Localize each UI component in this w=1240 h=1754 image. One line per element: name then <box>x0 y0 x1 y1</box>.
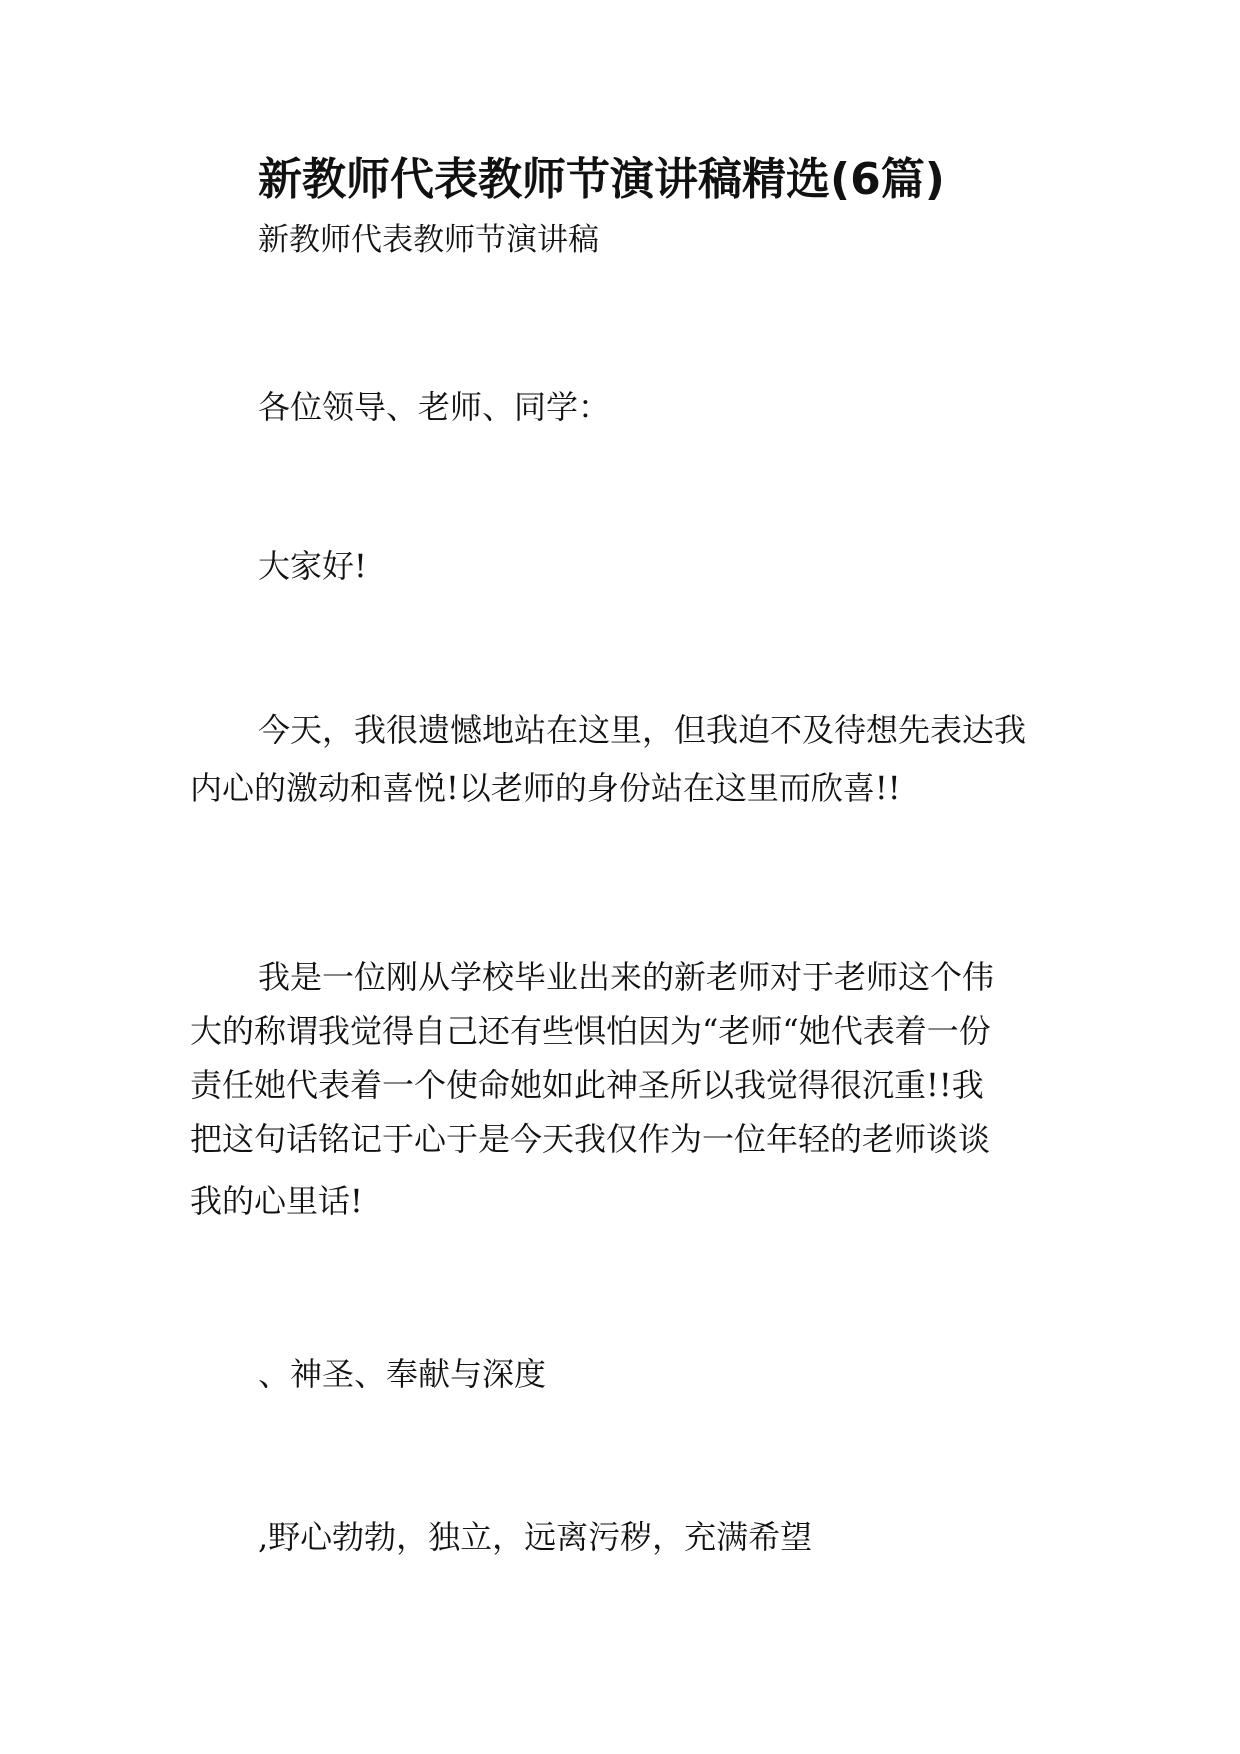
section-heading <box>190 1345 1060 1403</box>
greeting-line: 各位领导、老师、同学： <box>258 388 611 426</box>
last-paragraph-line: ,野心勃勃，独立，远离污秽，充满希望 <box>258 1518 813 1556</box>
paragraph-2-line-5: 我的心里话! <box>190 1182 363 1220</box>
paragraph-1-line-2: 内心的激动和喜悦!以老师的身份站在这里而欣喜!! <box>190 769 901 807</box>
paragraph-1-line-1: 今天，我很遗憾地站在这里，但我迫不及待想先表达我 <box>258 711 1027 749</box>
paragraph-2-line-2: 大的称谓我觉得自己还有些惧怕因为“老师“她代表着一份 <box>190 1012 991 1050</box>
hello-paragraph <box>190 537 1060 595</box>
paragraph-2-line-1: 我是一位刚从学校毕业出来的新老师对于老师这个伟 <box>258 958 995 996</box>
section-heading-line: 、神圣、奉献与深度 <box>258 1355 547 1393</box>
paragraph-1 <box>190 701 1060 817</box>
document-subtitle: 新教师代表教师节演讲稿 <box>258 222 599 258</box>
paragraph-2 <box>190 950 1060 1230</box>
paragraph-2-line-3: 责任她代表着一个使命她如此神圣所以我觉得很沉重!!我 <box>190 1066 984 1104</box>
document-title: 新教师代表教师节演讲稿精选(6篇) <box>258 154 945 205</box>
hello-line: 大家好! <box>258 547 367 585</box>
paragraph-2-line-4: 把这句话铭记于心于是今天我仅作为一位年轻的老师谈谈 <box>190 1120 991 1158</box>
greeting-paragraph <box>190 378 1060 436</box>
last-paragraph <box>190 1508 1060 1566</box>
